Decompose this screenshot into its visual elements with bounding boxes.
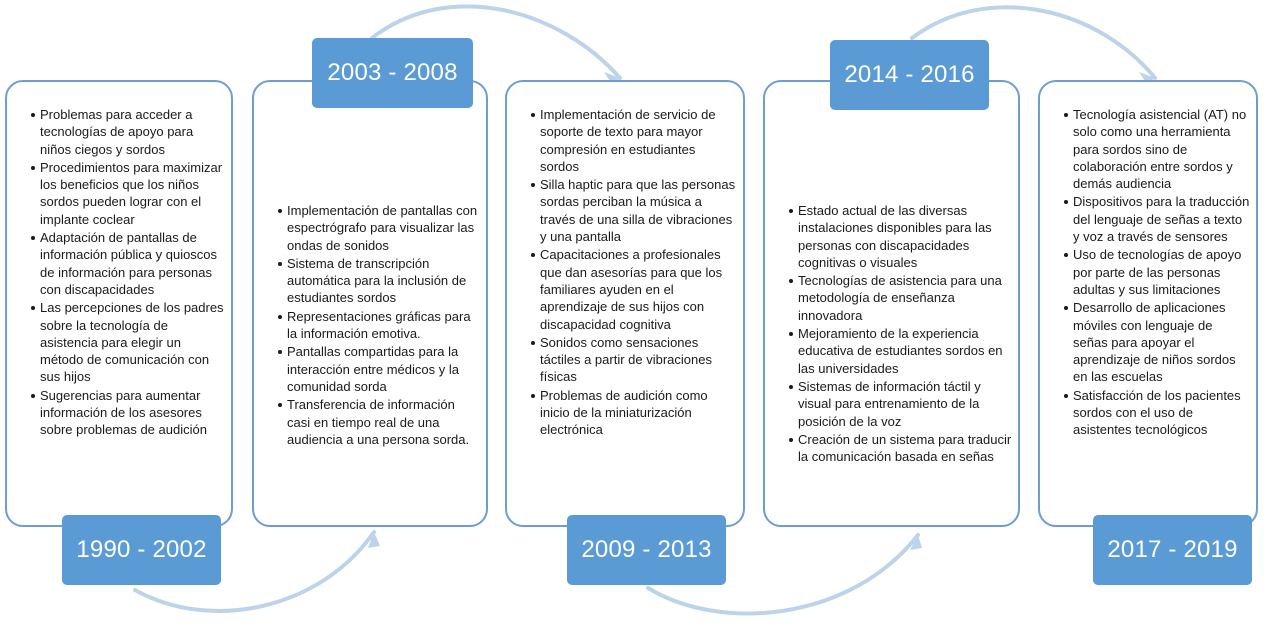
period-items-list (278, 202, 480, 448)
period-label-1990-2002: 1990 - 2002 (62, 515, 221, 585)
list-item: Las percepciones de los padres sobre la tecnología de asistencia para elegir un método de comunicación con sus hijos (31, 299, 225, 385)
list-item: Representaciones gráficas para la información emotiva. (278, 308, 480, 343)
period-card-2017-2019 (1038, 80, 1258, 527)
period-card-2003-2008 (252, 80, 488, 527)
list-item: Adaptación de pantallas de información pública y quioscos de información para personas con discapacidades (31, 229, 225, 298)
list-item: Creación de un sistema para traducir la comunicación basada en señas (789, 431, 1012, 466)
period-card-1990-2002 (5, 80, 233, 527)
list-item: Pantallas compartidas para la interacción entre médicos y la comunidad sorda (278, 343, 480, 395)
period-label-2003-2008: 2003 - 2008 (312, 38, 473, 108)
list-item: Mejoramiento de la experiencia educativa de estudiantes sordos en las universidades (789, 325, 1012, 377)
list-item: Tecnologías de asistencia para una metodología de enseñanza innovadora (789, 272, 1012, 324)
period-items-list (31, 106, 225, 439)
period-items-list (789, 202, 1012, 465)
list-item: Sonidos como sensaciones táctiles a partir de vibraciones físicas (531, 334, 737, 386)
period-items-list (1064, 106, 1250, 439)
list-item: Tecnología asistencial (AT) no solo como una herramienta para sordos sino de colaboración entre sordos y demás audiencia (1064, 106, 1250, 192)
list-item: Problemas para acceder a tecnologías de apoyo para niños ciegos y sordos (31, 106, 225, 158)
period-label-2009-2013: 2009 - 2013 (567, 515, 726, 585)
list-item: Silla haptic para que las personas sordas perciban la música a través de una silla de vibraciones y una pantalla (531, 176, 737, 245)
list-item: Capacitaciones a profesionales que dan asesorías para que los familiares ayuden en el aprendizaje de sus hijos con discapacidad cognitiva (531, 246, 737, 332)
list-item: Problemas de audición como inicio de la miniaturización electrónica (531, 387, 737, 439)
period-label-2014-2016: 2014 - 2016 (830, 40, 989, 110)
list-item: Uso de tecnologías de apoyo por parte de las personas adultas y sus limitaciones (1064, 246, 1250, 298)
list-item: Sistemas de información táctil y visual para entrenamiento de la posición de la voz (789, 378, 1012, 430)
period-card-2009-2013 (505, 80, 745, 527)
period-items-list (531, 106, 737, 439)
list-item: Sistema de transcripción automática para la inclusión de estudiantes sordos (278, 255, 480, 307)
list-item: Desarrollo de aplicaciones móviles con lenguaje de señas para apoyar el aprendizaje de niños sordos en las escuelas (1064, 299, 1250, 385)
list-item: Procedimientos para maximizar los beneficios que los niños sordos pueden lograr con el implante coclear (31, 159, 225, 228)
list-item: Sugerencias para aumentar información de los asesores sobre problemas de audición (31, 387, 225, 439)
list-item: Estado actual de las diversas instalaciones disponibles para las personas con discapacidades cognitivas o visuales (789, 202, 1012, 271)
period-label-2017-2019: 2017 - 2019 (1093, 515, 1252, 585)
list-item: Transferencia de información casi en tiempo real de una audiencia a una persona sorda. (278, 396, 480, 448)
period-card-2014-2016 (763, 80, 1020, 527)
list-item: Implementación de pantallas con espectrógrafo para visualizar las ondas de sonidos (278, 202, 480, 254)
list-item: Dispositivos para la traducción del lenguaje de señas a texto y voz a través de sensores (1064, 193, 1250, 245)
list-item: Satisfacción de los pacientes sordos con el uso de asistentes tecnológicos (1064, 387, 1250, 439)
list-item: Implementación de servicio de soporte de texto para mayor compresión en estudiantes sordos (531, 106, 737, 175)
